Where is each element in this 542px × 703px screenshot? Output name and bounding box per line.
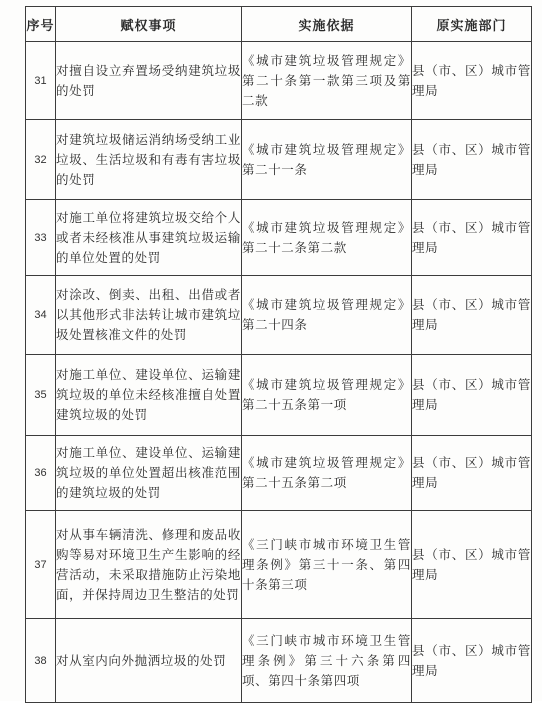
- row-item: 对施工单位、建设单位、运输建筑垃圾的单位处置超出核准范围的建筑垃圾的处罚: [56, 436, 242, 511]
- row-basis: 《城市建筑垃圾管理规定》第二十五条第二项: [242, 436, 412, 511]
- header-dept: 原实施部门: [412, 7, 532, 42]
- authority-table: [25, 6, 532, 703]
- row-dept: 县（市、区）城市管理局: [412, 436, 532, 511]
- row-basis: 《三门峡市城市环境卫生管理条例》第三十一条、第四十条第三项: [242, 511, 412, 619]
- row-basis: 《城市建筑垃圾管理规定》第二十五条第一项: [242, 355, 412, 436]
- row-basis: 《城市建筑垃圾管理规定》第二十二条第二款: [242, 200, 412, 276]
- row-dept: 县（市、区）城市管理局: [412, 511, 532, 619]
- row-item: 对施工单位、建设单位、运输建筑垃圾的单位未经核准擅自处置建筑垃圾的处罚: [56, 355, 242, 436]
- row-dept: 县（市、区）城市管理局: [412, 120, 532, 200]
- row-basis: 《城市建筑垃圾管理规定》第二十一条: [242, 120, 412, 200]
- row-item: 对涂改、倒卖、出租、出借或者以其他形式非法转让城市建筑垃圾处置核准文件的处罚: [56, 276, 242, 355]
- row-dept: 县（市、区）城市管理局: [412, 619, 532, 703]
- row-number: 36: [26, 436, 56, 511]
- row-number: 33: [26, 200, 56, 276]
- header-basis: 实施依据: [242, 7, 412, 42]
- row-number: 38: [26, 619, 56, 703]
- table-row: [26, 619, 532, 703]
- row-number: 32: [26, 120, 56, 200]
- row-dept: 县（市、区）城市管理局: [412, 200, 532, 276]
- row-basis: 《三门峡市城市环境卫生管理条例》第三十六条第四项、第四十条第四项: [242, 619, 412, 703]
- row-item: 对施工单位将建筑垃圾交给个人或者未经核准从事建筑垃圾运输的单位处置的处罚: [56, 200, 242, 276]
- row-item: 对擅自设立弃置场受纳建筑垃圾的处罚: [56, 42, 242, 120]
- row-dept: 县（市、区）城市管理局: [412, 355, 532, 436]
- row-basis: 《城市建筑垃圾管理规定》第二十条第一款第三项及第二款: [242, 42, 412, 120]
- row-basis: 《城市建筑垃圾管理规定》第二十四条: [242, 276, 412, 355]
- row-number: 35: [26, 355, 56, 436]
- row-number: 37: [26, 511, 56, 619]
- row-dept: 县（市、区）城市管理局: [412, 42, 532, 120]
- header-item: 赋权事项: [56, 7, 242, 42]
- row-item: 对从室内向外抛洒垃圾的处罚: [56, 619, 242, 703]
- table-row: [26, 120, 532, 200]
- table-row: [26, 511, 532, 619]
- table-row: [26, 355, 532, 436]
- row-item: 对从事车辆清洗、修理和废品收购等易对环境卫生产生影响的经营活动，未采取措施防止污染地面，并保持周边卫生整洁的处罚: [56, 511, 242, 619]
- table-row: [26, 276, 532, 355]
- table-row: [26, 436, 532, 511]
- header-no: 序号: [26, 7, 56, 42]
- table-row: [26, 42, 532, 120]
- table-header-row: [26, 7, 532, 42]
- table-row: [26, 200, 532, 276]
- row-number: 34: [26, 276, 56, 355]
- row-item: 对建筑垃圾储运消纳场受纳工业垃圾、生活垃圾和有毒有害垃圾的处罚: [56, 120, 242, 200]
- row-number: 31: [26, 42, 56, 120]
- row-dept: 县（市、区）城市管理局: [412, 276, 532, 355]
